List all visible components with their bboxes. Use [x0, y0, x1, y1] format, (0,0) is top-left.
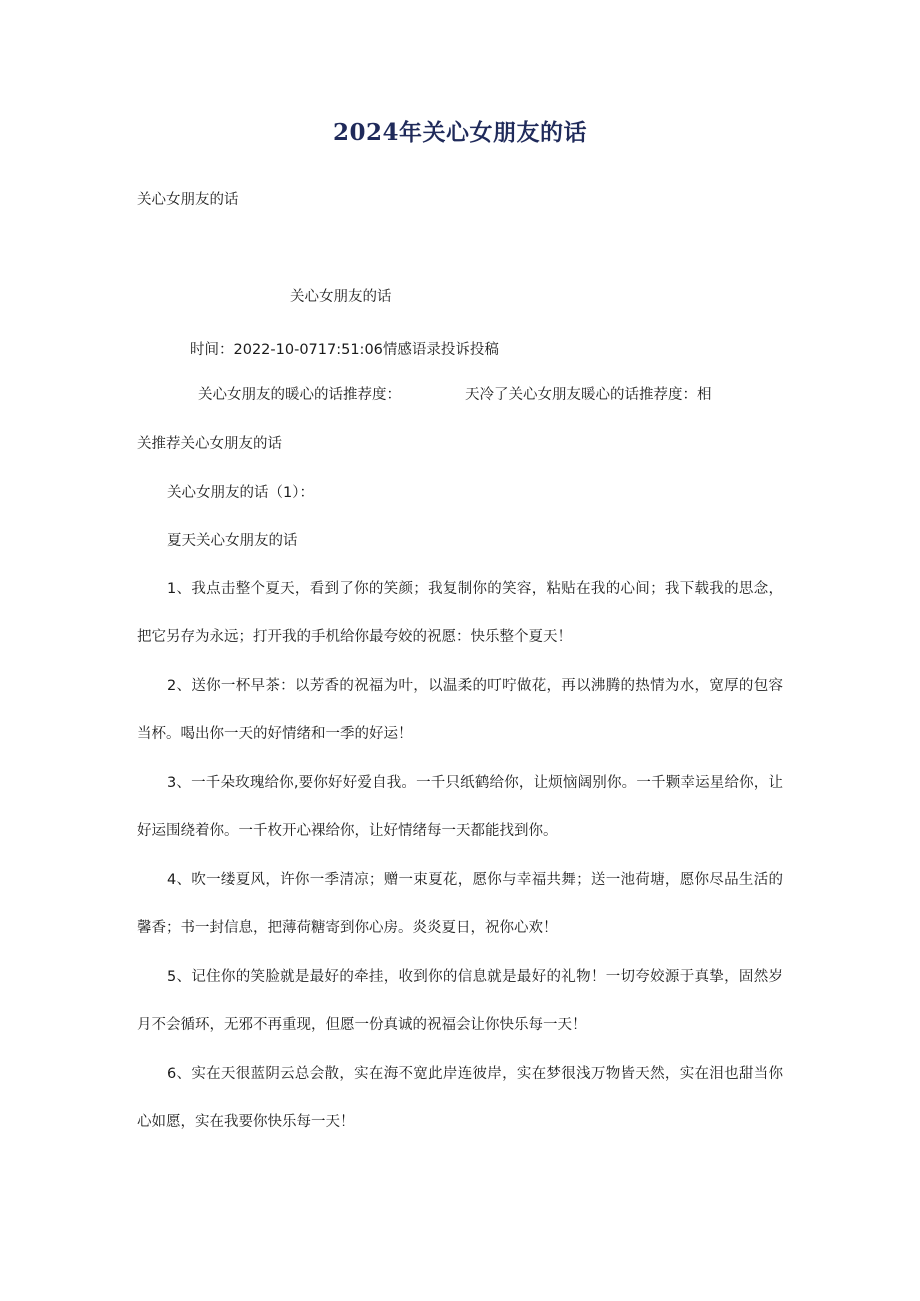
document-subtitle: 关心女朋友的话: [137, 192, 239, 208]
centered-heading: 关心女朋友的话: [290, 289, 392, 305]
meta-line: 时间：2022-10-0717:51:06情感语录投诉投稿: [190, 342, 499, 358]
paragraph: 3、一千朵玫瑰给你,要你好好爱自我。一千只纸鹤给你，让烦恼阔别你。一千颗幸运星给你，让好运围绕着你。一千枚开心裸给你，让好情绪每一天都能找到你。: [137, 775, 783, 839]
paragraph: 1、我点击整个夏天，看到了你的笑颜；我复制你的笑容，粘贴在我的心间；我下载我的思念，把它另存为永远；打开我的手机给你最夸姣的祝愿：快乐整个夏天！: [137, 581, 783, 645]
section-heading: 关心女朋友的话（1）：: [167, 485, 314, 501]
paragraph: 2、送你一杯早茶：以芳香的祝福为叶，以温柔的叮咛做花，再以沸腾的热情为水，宽厚的包容当杯。喝出你一天的好情绪和一季的好运！: [137, 678, 783, 742]
recommend-left: 关心女朋友的暖心的话推荐度：: [198, 387, 401, 403]
document-title: 2024年关心女朋友的话: [332, 119, 587, 146]
related-line: 关推荐关心女朋友的话: [137, 436, 282, 452]
paragraph: 4、吹一缕夏风，许你一季清凉；赠一束夏花，愿你与幸福共舞；送一池荷塘，愿你尽品生活的馨香；书一封信息，把薄荷糖寄到你心房。炎炎夏日，祝你心欢！: [137, 872, 783, 936]
recommend-right: 天冷了关心女朋友暖心的话推荐度：相: [465, 387, 712, 403]
paragraph: 5、记住你的笑脸就是最好的牵挂，收到你的信息就是最好的礼物！一切夸姣源于真挚，固然岁月不会循环，无邪不再重现，但愿一份真诚的祝福会让你快乐每一天！: [137, 969, 783, 1033]
paragraph: 6、实在天很蓝阴云总会散，实在海不宽此岸连彼岸，实在梦很浅万物皆天然，实在泪也甜当你心如愿，实在我要你快乐每一天！: [137, 1066, 783, 1130]
section-subheading: 夏天关心女朋友的话: [167, 533, 298, 549]
